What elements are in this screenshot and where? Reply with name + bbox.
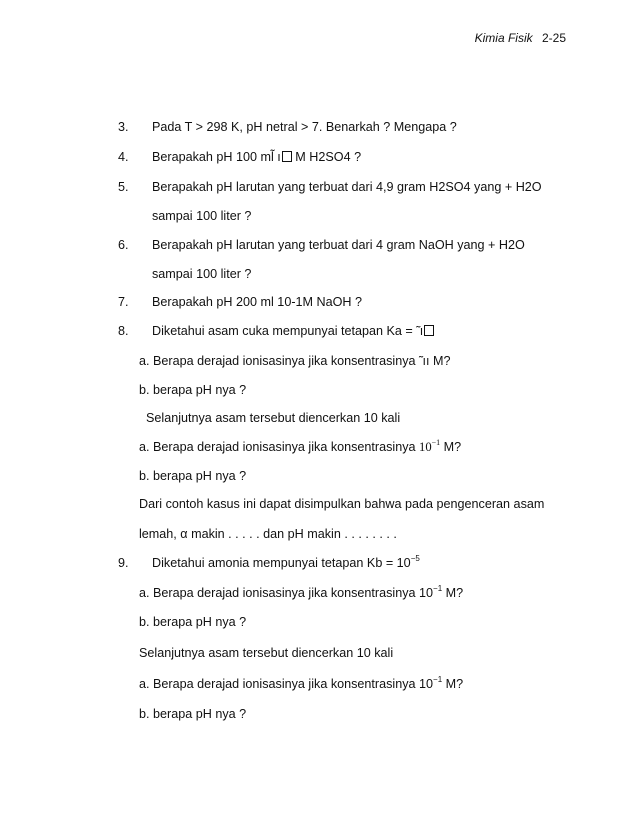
sub-question-a <box>139 676 463 694</box>
question-number: 9. <box>118 556 129 570</box>
conclusion-text: lemah, α makin . . . . . dan pH makin . . . . . . . . <box>139 527 397 541</box>
conclusion-text: Dari contoh kasus ini dapat disimpulkan bahwa pada pengenceran asam <box>139 497 545 511</box>
question-text <box>152 149 361 165</box>
question-number: 5. <box>118 180 129 194</box>
dilution-note: Selanjutnya asam tersebut diencerkan 10 kali <box>139 646 394 660</box>
sub-question-a <box>139 585 463 603</box>
question-text-part: a. Berapa derajad ionisasinya jika konsentrasinya <box>139 440 420 454</box>
sub-question-b: b. berapa pH nya ? <box>139 615 247 629</box>
math-base: 10 <box>419 440 432 454</box>
question-text-part: a. Berapa derajad ionisasinya jika konsentrasinya 10 <box>139 677 434 691</box>
math-exponent: −1 <box>431 438 441 447</box>
question-number: 4. <box>118 150 129 164</box>
sub-question-b: b. berapa pH nya ? <box>139 707 247 721</box>
missing-glyph-box <box>424 325 434 336</box>
question-text: sampai 100 liter ? <box>152 267 252 281</box>
question-text: sampai 100 liter ? <box>152 209 252 223</box>
question-text-part: Diketahui amonia mempunyai tetapan Kb = 10 <box>152 556 411 570</box>
dilution-note: Selanjutnya asam tersebut diencerkan 10 kali <box>146 411 401 425</box>
sub-question-a <box>139 439 461 457</box>
question-text <box>152 555 420 573</box>
header-title: Kimia Fisik <box>474 31 533 45</box>
math-exponent: −1 <box>433 675 443 684</box>
question-text: Berapakah pH larutan yang terbuat dari 4 gram NaOH yang + H2O <box>152 238 525 252</box>
missing-glyph-box <box>282 151 292 162</box>
question-text-part: M? <box>440 440 462 454</box>
math-exponent: −1 <box>433 584 443 593</box>
question-text-part: M? <box>442 586 464 600</box>
question-text-part: Berapakah pH 100 ml <box>152 150 274 164</box>
question-text: Berapakah pH larutan yang terbuat dari 4,9 gram H2SO4 yang + H2O <box>152 180 542 194</box>
page-number: 2-25 <box>541 31 566 45</box>
question-text: Pada T > 298 K, pH netral > 7. Benarkah ? Mengapa ? <box>152 120 457 134</box>
math-exponent: −5 <box>410 554 420 563</box>
question-number: 8. <box>118 324 129 338</box>
question-number: 6. <box>118 238 129 252</box>
sub-question-b: b. berapa pH nya ? <box>139 469 247 483</box>
question-text: Berapakah pH 200 ml 10-1M NaOH ? <box>152 295 362 309</box>
question-text-part: M H2SO4 ? <box>291 150 362 164</box>
question-text-part: a. Berapa derajad ionisasinya jika konsentrasinya 10 <box>139 586 434 600</box>
sub-question-a: a. Berapa derajad ionisasinya jika konsentrasinya ̃ ıı M? <box>139 354 451 368</box>
page-header <box>475 31 566 45</box>
question-number: 7. <box>118 295 129 309</box>
question-text <box>152 323 434 339</box>
question-text-part: Diketahui asam cuka mempunyai tetapan Ka = ̃ ı <box>152 324 424 338</box>
question-text-part: M? <box>442 677 464 691</box>
sub-question-b: b. berapa pH nya ? <box>139 383 247 397</box>
question-number: 3. <box>118 120 129 134</box>
garbled-symbol: ̃ ı <box>273 150 281 164</box>
